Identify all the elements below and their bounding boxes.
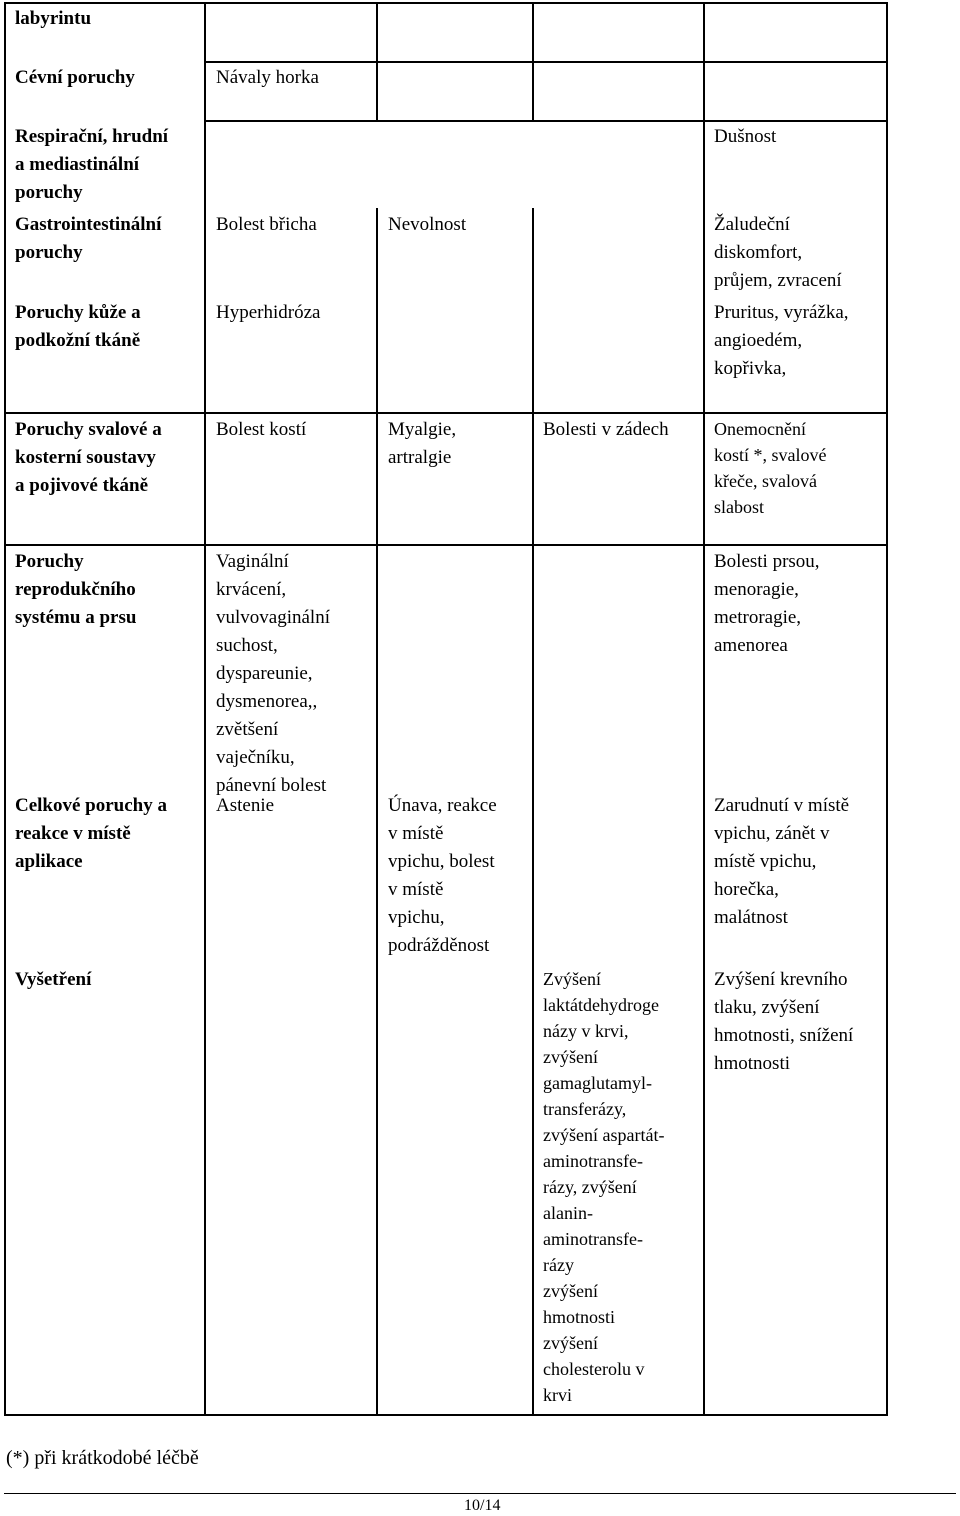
cell-organ-respiracni: Respirační, hrudní a mediastinální poruchy xyxy=(15,126,169,203)
column-divider xyxy=(532,208,534,1414)
footer-divider xyxy=(4,1493,956,1494)
cell-effect: Bolesti v zádech xyxy=(543,419,669,440)
cell-effect: Únava, reakce v místě vpichu, bolest v místě vpichu, podrážděnost xyxy=(388,795,497,956)
cell-effect: Pruritus, vyrážka, angioedém, kopřivka, xyxy=(714,302,849,379)
footnote: (*) při krátkodobé léčbě xyxy=(6,1447,199,1469)
cell-effect: Nevolnost xyxy=(388,214,467,235)
row-divider xyxy=(4,412,888,414)
cell-effect: Dušnost xyxy=(714,126,777,147)
cell-organ-gastro: Gastrointestinální poruchy xyxy=(15,214,162,263)
cell-organ-vysetreni: Vyšetření xyxy=(15,969,92,990)
column-divider xyxy=(703,2,705,1416)
cell-organ-reprodukcni: Poruchy reprodukčního systému a prsu xyxy=(15,551,137,628)
cell-effect: Návaly horka xyxy=(216,67,319,88)
cell-organ-kuze: Poruchy kůže a podkožní tkáně xyxy=(15,302,141,351)
cell-effect: Bolest kostí xyxy=(216,419,307,440)
cell-effect: Hyperhidróza xyxy=(216,302,321,323)
cell-effect: Zvýšení laktátdehydroge názy v krvi, zvýšení gamaglutamyl- transferázy, zvýšení aspartát- aminotransfe- rázy, zvýšení alanin- aminotransfe- rázy zvýšení hmotnosti zvýšení cholesterolu v krvi xyxy=(543,969,665,1405)
cell-effect: Zvýšení krevního tlaku, zvýšení hmotnosti, snížení hmotnosti xyxy=(714,969,854,1074)
row-divider xyxy=(4,544,888,546)
cell-effect: Bolest břicha xyxy=(216,214,317,235)
cell-effect: Bolesti prsou, menoragie, metroragie, amenorea xyxy=(714,551,820,656)
cell-effect: Onemocnění kostí *, svalové křeče, svalová slabost xyxy=(714,419,827,517)
column-divider xyxy=(376,208,378,1414)
cell-effect: Žaludeční diskomfort, průjem, zvracení xyxy=(714,214,842,291)
row-divider xyxy=(204,61,888,63)
cell-organ-cevni: Cévní poruchy xyxy=(15,67,135,88)
column-divider xyxy=(204,2,206,1416)
cell-effect: Vaginální krvácení, vulvovaginální suchost, dyspareunie, dysmenorea,, zvětšení vaječníku, pánevní bolest xyxy=(216,551,330,796)
cell-organ-svalove: Poruchy svalové a kosterní soustavy a pojivové tkáně xyxy=(15,419,162,496)
cell-effect: Astenie xyxy=(216,795,275,816)
page-number: 10/14 xyxy=(464,1497,501,1514)
cell-effect: Myalgie, artralgie xyxy=(388,419,457,468)
cell-organ-celkove: Celkové poruchy a reakce v místě aplikace xyxy=(15,795,167,872)
cell-effect: Zarudnutí v místě vpichu, zánět v místě vpichu, horečka, malátnost xyxy=(714,795,850,928)
row-divider xyxy=(204,120,888,122)
cell-organ-labyrintu: labyrintu xyxy=(15,8,92,29)
